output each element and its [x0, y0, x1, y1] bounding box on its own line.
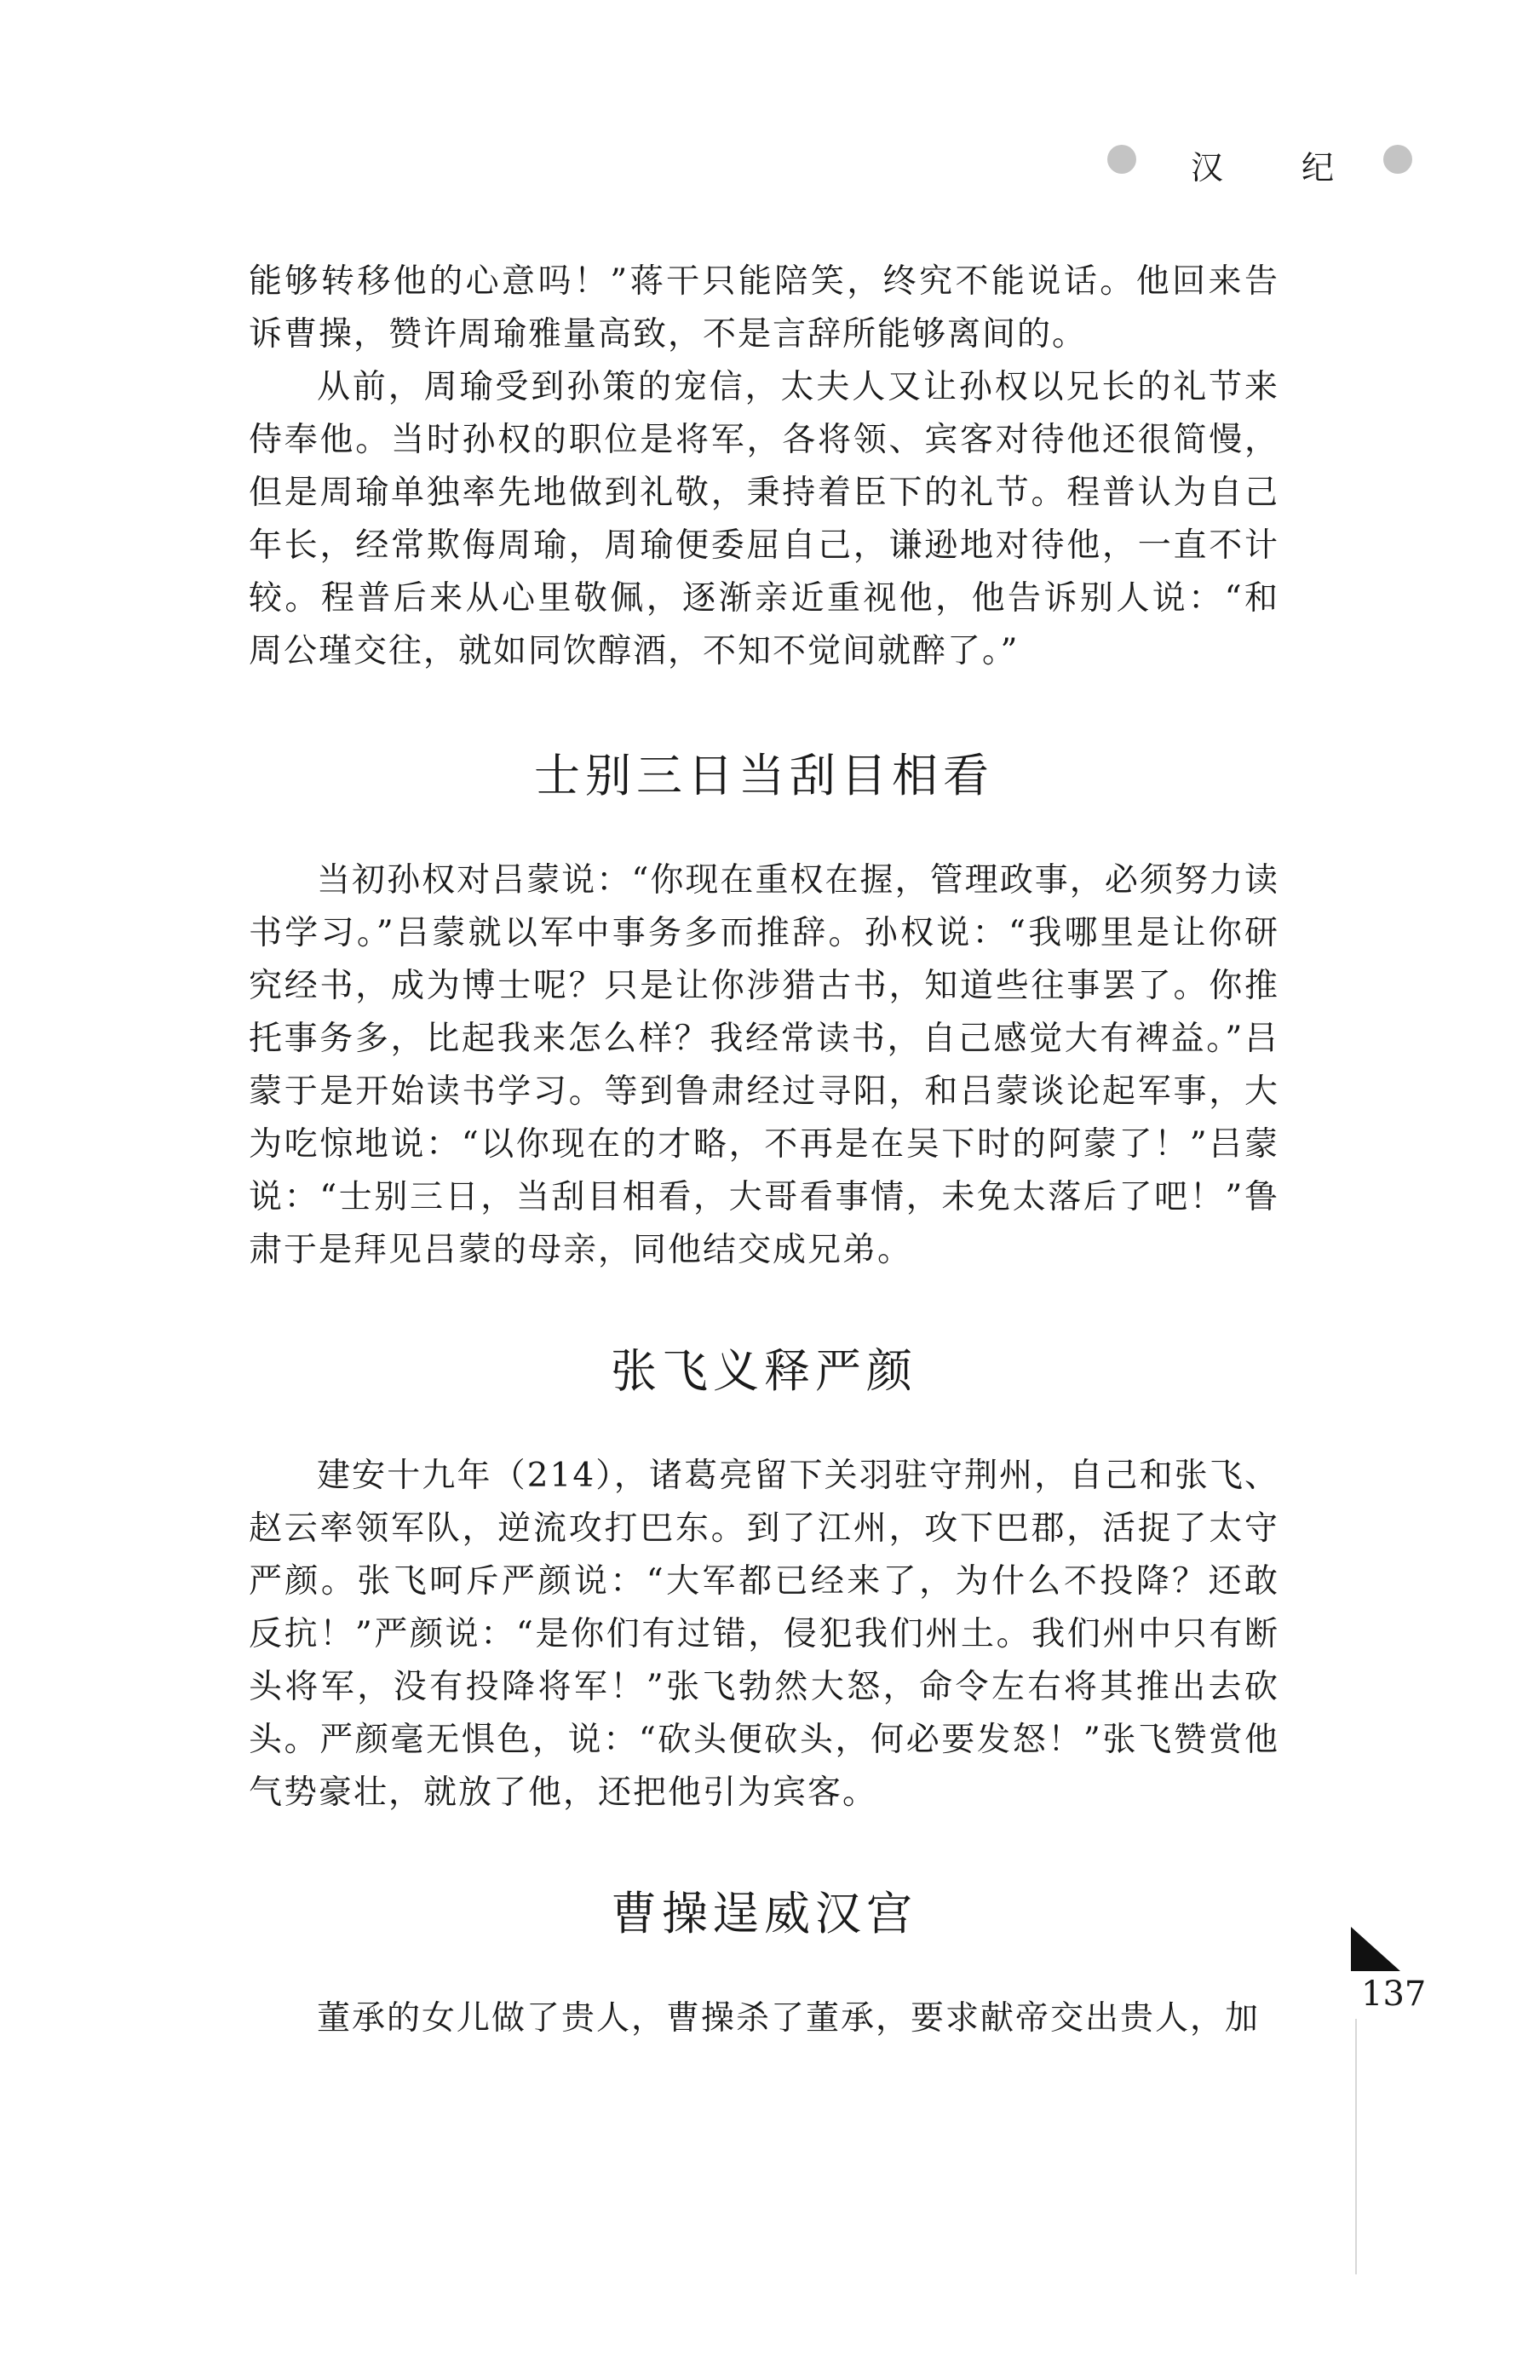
section-heading: 士别三日当刮目相看 — [534, 749, 994, 802]
header-char-1: 汉 — [1191, 149, 1224, 187]
paragraph: 从前，周瑜受到孙策的宠信，太夫人又让孙权以兄长的礼节来侍奉他。当时孙权的职位是将军，各将领、宾客对待他还很简慢，但是周瑜单独率先地做到礼敬，秉持着臣下的礼节。程普认为自己年长，经常欺侮周瑜，周瑜便委屈自己，谦逊地对待他，一直不计较。程普后来从心里敬佩，逐渐亲近重视他，他告诉别人说：“和周公瑾交往，就如同饮醇酒，不知不觉间就醉了。” — [249, 368, 1279, 670]
page-body — [249, 256, 1279, 2045]
header-dot-right — [1383, 145, 1412, 174]
running-header — [1107, 145, 1431, 196]
section-heading: 曹操逞威汉宫 — [611, 1887, 917, 1940]
paragraph: 能够转移他的心意吗！”蒋干只能陪笑，终究不能说话。他回来告诉曹操，赞许周瑜雅量高致，不是言辞所能够离间的。 — [249, 262, 1279, 354]
page-number: 137 — [1361, 1975, 1427, 2014]
page-corner-marker-icon — [1351, 1927, 1402, 1971]
paragraph: 建安十九年（214），诸葛亮留下关羽驻守荆州，自己和张飞、赵云率领军队，逆流攻打巴东。到了江州，攻下巴郡，活捉了太守严颜。张飞呵斥严颜说：“大军都已经来了，为什么不投降？还敢反抗！”严颜说：“是你们有过错，侵犯我们州土。我们州中只有断头将军，没有投降将军！”张飞勃然大怒，命令左右将其推出去砍头。严颜毫无惧色，说：“砍头便砍头，何必要发怒！”张飞赞赏他气势豪壮，就放了他，还把他引为宾客。 — [249, 1457, 1279, 1812]
paragraph: 当初孙权对吕蒙说：“你现在重权在握，管理政事，必须努力读书学习。”吕蒙就以军中事务多而推辞。孙权说：“我哪里是让你研究经书，成为博士呢？只是让你涉猎古书，知道些往事罢了。你推托事务多，比起我来怎么样？我经常读书，自己感觉大有裨益。”吕蒙于是开始读书学习。等到鲁肃经过寻阳，和吕蒙谈论起军事，大为吃惊地说：“以你现在的才略，不再是在吴下时的阿蒙了！”吕蒙说：“士别三日，当刮目相看，大哥看事情，未免太落后了吧！”鲁肃于是拜见吕蒙的母亲，同他结交成兄弟。 — [249, 861, 1279, 1269]
page-edge-line — [1355, 2019, 1357, 2274]
header-dot-left — [1107, 145, 1136, 174]
paragraph: 董承的女儿做了贵人，曹操杀了董承，要求献帝交出贵人，加 — [317, 1999, 1261, 2038]
header-char-2: 纪 — [1302, 149, 1335, 187]
section-heading: 张飞义释严颜 — [611, 1344, 917, 1398]
